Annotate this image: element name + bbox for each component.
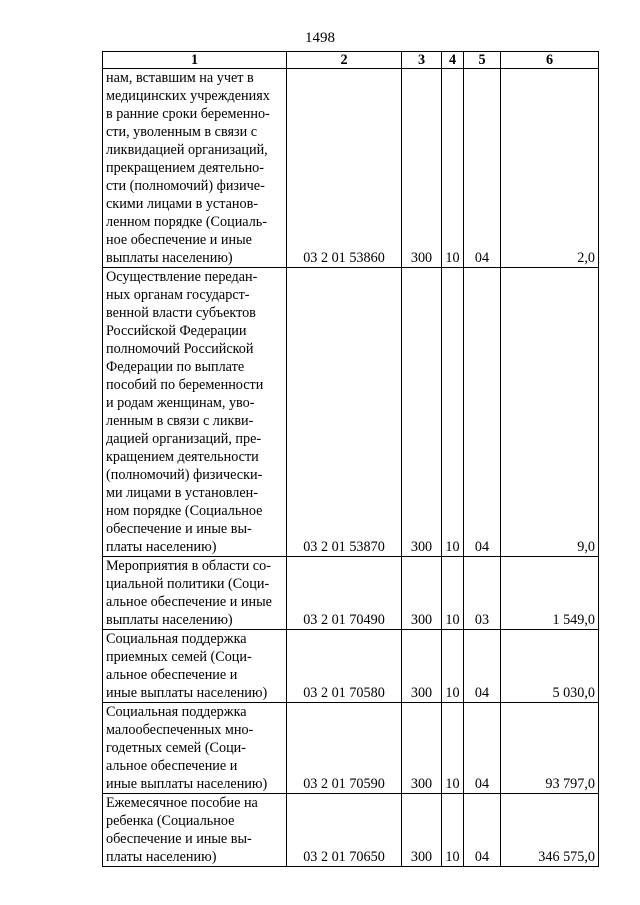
table-row xyxy=(103,268,599,557)
row-code: 03 2 01 70650 xyxy=(287,794,402,867)
header-col-3: 3 xyxy=(402,52,442,69)
row-code: 03 2 01 53870 xyxy=(287,268,402,557)
row-section: 10 xyxy=(442,557,464,630)
row-code: 03 2 01 70590 xyxy=(287,703,402,794)
header-col-6: 6 xyxy=(501,52,599,69)
row-subsection: 04 xyxy=(464,69,501,268)
row-name: Ежемесячное пособие на ребенка (Социальное обеспечение и иные вы- платы населению) xyxy=(103,794,287,867)
table-row xyxy=(103,630,599,703)
header-row xyxy=(103,52,599,69)
table-row xyxy=(103,69,599,268)
row-sum: 346 575,0 xyxy=(501,794,599,867)
row-subsection: 04 xyxy=(464,630,501,703)
row-name: нам, вставшим на учет в медицинских учреждениях в ранние сроки беременно- сти, уволенным в связи с ликвидацией организаций, прекращением деятельно- сти (полномочий) физиче- скими лицами в установ- ленном порядке (Социаль- ное обеспечение и иные выплаты населению) xyxy=(103,69,287,268)
table-row xyxy=(103,557,599,630)
row-sum: 9,0 xyxy=(501,268,599,557)
row-expense-type: 300 xyxy=(402,630,442,703)
row-subsection: 04 xyxy=(464,268,501,557)
row-subsection: 04 xyxy=(464,794,501,867)
row-name: Социальная поддержка приемных семей (Соци- альное обеспечение и иные выплаты населению) xyxy=(103,630,287,703)
page-number: 1498 xyxy=(305,30,335,46)
row-section: 10 xyxy=(442,69,464,268)
row-code: 03 2 01 70490 xyxy=(287,557,402,630)
row-section: 10 xyxy=(442,703,464,794)
header-col-2: 2 xyxy=(287,52,402,69)
row-expense-type: 300 xyxy=(402,69,442,268)
row-code: 03 2 01 53860 xyxy=(287,69,402,268)
row-section: 10 xyxy=(442,630,464,703)
header-col-5: 5 xyxy=(464,52,501,69)
row-name: Осуществление передан- ных органам государст- венной власти субъектов Российской Федерации полномочий Российской Федерации по выплате пособий по беременности и родам женщинам, уво- ленным в связи с ликви- дацией организаций, пре- кращением деятельности (полномочий) физически- ми лицами в установлен- ном порядке (Социальное обеспечение и иные вы- платы населению) xyxy=(103,268,287,557)
row-sum: 2,0 xyxy=(501,69,599,268)
row-sum: 1 549,0 xyxy=(501,557,599,630)
row-sum: 93 797,0 xyxy=(501,703,599,794)
header-col-1: 1 xyxy=(103,52,287,69)
row-sum: 5 030,0 xyxy=(501,630,599,703)
row-expense-type: 300 xyxy=(402,557,442,630)
row-expense-type: 300 xyxy=(402,268,442,557)
row-expense-type: 300 xyxy=(402,703,442,794)
row-expense-type: 300 xyxy=(402,794,442,867)
row-subsection: 04 xyxy=(464,703,501,794)
header-col-4: 4 xyxy=(442,52,464,69)
row-section: 10 xyxy=(442,794,464,867)
table-row xyxy=(103,703,599,794)
row-name: Социальная поддержка малообеспеченных мно- годетных семей (Соци- альное обеспечение и иные выплаты населению) xyxy=(103,703,287,794)
budget-table xyxy=(102,51,599,867)
row-name: Мероприятия в области со- циальной политики (Соци- альное обеспечение и иные выплаты населению) xyxy=(103,557,287,630)
row-section: 10 xyxy=(442,268,464,557)
row-code: 03 2 01 70580 xyxy=(287,630,402,703)
row-subsection: 03 xyxy=(464,557,501,630)
table-row xyxy=(103,794,599,867)
